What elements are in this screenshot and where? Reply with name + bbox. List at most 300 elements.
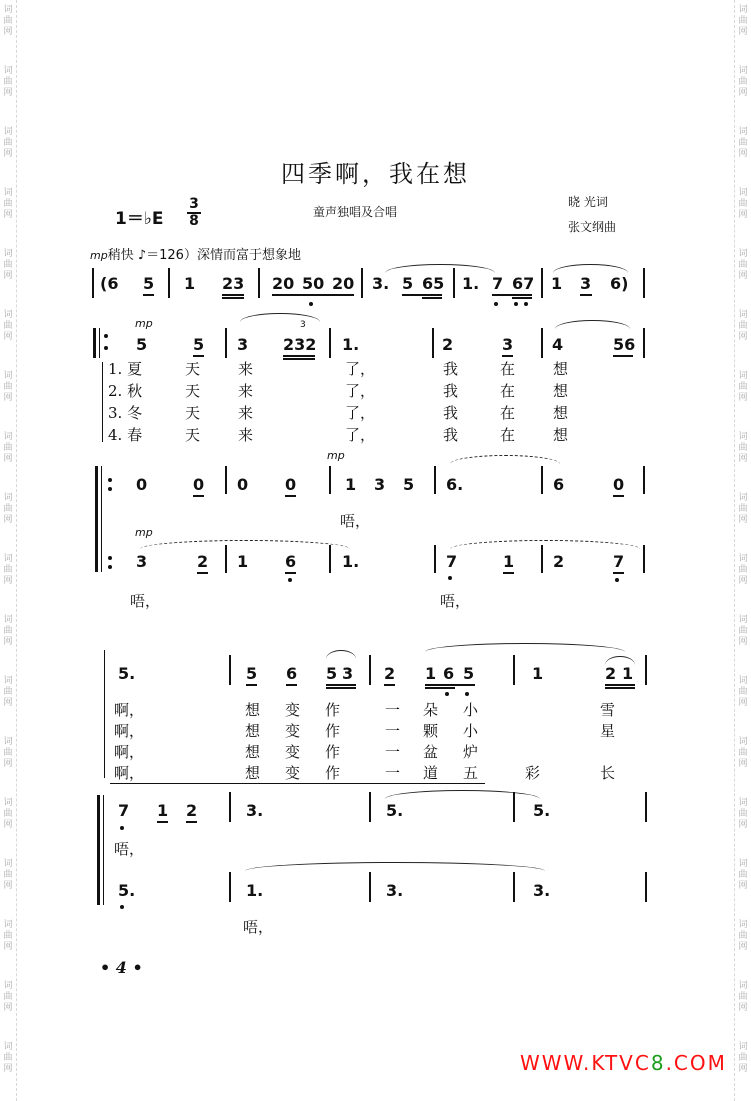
intro-note: 65 bbox=[422, 274, 445, 293]
melody-note: 5. bbox=[118, 664, 136, 683]
verse-word: 炉 bbox=[463, 743, 479, 761]
underline bbox=[613, 495, 624, 497]
chorus-note: 0 bbox=[193, 475, 205, 494]
verse-word: 想 bbox=[553, 404, 569, 422]
watermark-char: 曲 bbox=[3, 443, 13, 453]
chorus-note: 6 bbox=[553, 475, 565, 494]
intro-note: 1 bbox=[551, 274, 563, 293]
repeat-dot bbox=[104, 346, 108, 350]
intro-note: 20 bbox=[272, 274, 295, 293]
intro-note: (6 bbox=[100, 274, 119, 293]
barline bbox=[513, 792, 515, 822]
verse-word: 来 bbox=[238, 382, 254, 400]
verse-word: 来 bbox=[238, 426, 254, 444]
verse-word: 我 bbox=[443, 404, 459, 422]
chorus-note: 1 bbox=[345, 475, 357, 494]
system-brace bbox=[95, 466, 98, 572]
verse-word: 来 bbox=[238, 360, 254, 378]
melody-note: 6 bbox=[443, 664, 455, 683]
watermark-char: 曲 bbox=[3, 565, 13, 575]
verse-word: 一 bbox=[385, 743, 401, 761]
chorus-note: 7 bbox=[446, 552, 458, 571]
underline bbox=[402, 294, 442, 296]
barline bbox=[229, 792, 231, 822]
watermark-char: 网 bbox=[3, 942, 13, 952]
low-dot bbox=[120, 905, 124, 909]
watermark-char: 曲 bbox=[3, 260, 13, 270]
intro-note: 1 bbox=[184, 274, 196, 293]
watermark-char: 曲 bbox=[738, 931, 748, 941]
slur bbox=[450, 455, 560, 464]
barline bbox=[541, 466, 543, 494]
intro-note: 23 bbox=[222, 274, 245, 293]
barline bbox=[643, 466, 645, 494]
watermark-char: 词 bbox=[738, 188, 748, 198]
watermark-char: 词 bbox=[3, 798, 13, 808]
watermark-char: 网 bbox=[738, 759, 748, 769]
time-signature bbox=[187, 197, 201, 229]
watermark-char: 网 bbox=[738, 515, 748, 525]
verse-word: 颗 bbox=[423, 722, 439, 740]
barline bbox=[513, 872, 515, 902]
intro-note: 6) bbox=[610, 274, 629, 293]
tempo-marking bbox=[90, 244, 301, 263]
verse-word: 星 bbox=[600, 722, 616, 740]
verse-word: 一 bbox=[385, 722, 401, 740]
slur bbox=[245, 862, 545, 871]
triplet-mark: 3 bbox=[300, 320, 306, 330]
underline bbox=[613, 572, 624, 574]
verse-word: 想 bbox=[553, 382, 569, 400]
barline bbox=[225, 328, 227, 358]
watermark-char: 网 bbox=[3, 88, 13, 98]
melody-note: 5 bbox=[463, 664, 475, 683]
dynamic-mark: mp bbox=[135, 526, 153, 539]
watermark-char: 网 bbox=[3, 1064, 13, 1074]
underline bbox=[512, 297, 532, 299]
watermark-char: 网 bbox=[738, 698, 748, 708]
chorus-note: 6 bbox=[285, 552, 297, 571]
barline bbox=[229, 872, 231, 902]
time-denominator: 8 bbox=[189, 213, 199, 229]
watermark-char: 网 bbox=[3, 759, 13, 769]
underline bbox=[613, 355, 633, 357]
watermark-char: 曲 bbox=[738, 870, 748, 880]
watermark-char: 曲 bbox=[3, 199, 13, 209]
underline bbox=[502, 355, 513, 357]
barline bbox=[541, 268, 543, 298]
watermark-char: 网 bbox=[3, 576, 13, 586]
watermark-char: 网 bbox=[738, 454, 748, 464]
melody-note: 2 bbox=[605, 664, 617, 683]
verse-word: 在 bbox=[500, 360, 516, 378]
watermark-char: 曲 bbox=[3, 931, 13, 941]
verse-word: 雪 bbox=[600, 701, 616, 719]
repeat-dot bbox=[108, 478, 112, 482]
watermark-char: 词 bbox=[738, 493, 748, 503]
watermark-char: 词 bbox=[738, 615, 748, 625]
watermark-char: 词 bbox=[3, 981, 13, 991]
barline bbox=[258, 268, 260, 298]
verse-word: 小 bbox=[463, 701, 479, 719]
watermark-char: 曲 bbox=[738, 138, 748, 148]
melody-note: 5 bbox=[246, 664, 258, 683]
watermark-char: 网 bbox=[3, 1003, 13, 1013]
barline bbox=[643, 545, 645, 573]
verse-word: 想 bbox=[245, 722, 261, 740]
melody-note: 1 bbox=[622, 664, 634, 683]
watermark-char: 曲 bbox=[738, 626, 748, 636]
watermark-char: 网 bbox=[3, 454, 13, 464]
intro-note: 3. bbox=[372, 274, 390, 293]
watermark-char: 网 bbox=[738, 149, 748, 159]
barline bbox=[369, 655, 371, 685]
dynamic-mark: mp bbox=[327, 449, 345, 462]
watermark-char: 词 bbox=[738, 676, 748, 686]
low-dot bbox=[445, 692, 449, 696]
repeat-dot bbox=[108, 487, 112, 491]
barline bbox=[645, 872, 647, 902]
chorus-lyric: 唔， bbox=[440, 592, 471, 610]
chorus-note: 5. bbox=[533, 801, 551, 820]
intro-note: 1. bbox=[462, 274, 480, 293]
barline bbox=[434, 545, 436, 573]
intro-note: 5 bbox=[402, 274, 414, 293]
verse-word: 作 bbox=[325, 722, 341, 740]
verse-bracket bbox=[104, 650, 105, 778]
watermark-char: 曲 bbox=[738, 321, 748, 331]
underline bbox=[143, 294, 154, 296]
verse-word: 了， bbox=[345, 404, 376, 422]
underline bbox=[503, 572, 514, 574]
watermark-char: 曲 bbox=[738, 77, 748, 87]
watermark-char: 曲 bbox=[3, 809, 13, 819]
watermark-char: 网 bbox=[3, 881, 13, 891]
site-watermark-part: WWW.KTVC bbox=[520, 1051, 651, 1075]
watermark-char: 网 bbox=[738, 1064, 748, 1074]
underline bbox=[605, 687, 635, 689]
watermark-char: 网 bbox=[738, 942, 748, 952]
watermark-char: 曲 bbox=[738, 687, 748, 697]
slur bbox=[240, 313, 320, 322]
page-number: • 4 • bbox=[100, 958, 143, 977]
melody-note: 5 bbox=[193, 335, 205, 354]
barline bbox=[513, 655, 515, 685]
verse-word: 变 bbox=[285, 764, 301, 782]
verse-word: 天 bbox=[185, 360, 201, 378]
verse-word: 盆 bbox=[423, 743, 439, 761]
barline bbox=[434, 466, 436, 494]
chorus-note: 0 bbox=[613, 475, 625, 494]
verse-word: 作 bbox=[325, 743, 341, 761]
chorus-lyric: 唔， bbox=[130, 592, 161, 610]
watermark-char: 词 bbox=[3, 920, 13, 930]
verse-word: 啊， bbox=[114, 743, 145, 761]
chorus-note: 2 bbox=[197, 552, 209, 571]
lyricist-credit: 晓 光词 bbox=[568, 195, 608, 209]
watermark-char: 词 bbox=[3, 249, 13, 259]
verse-word: 在 bbox=[500, 426, 516, 444]
repeat-barline bbox=[93, 328, 96, 358]
barline bbox=[369, 792, 371, 822]
verse-word: 想 bbox=[245, 743, 261, 761]
underline bbox=[222, 297, 244, 299]
verse-word: 1. 夏 bbox=[108, 360, 143, 378]
watermark-char: 词 bbox=[3, 676, 13, 686]
underline bbox=[193, 495, 204, 497]
underline bbox=[272, 294, 354, 296]
repeat-barline bbox=[99, 328, 100, 358]
verse-word: 了， bbox=[345, 382, 376, 400]
low-dot bbox=[465, 692, 469, 696]
melody-note: 1 bbox=[425, 664, 437, 683]
site-watermark-part: 8 bbox=[650, 1051, 666, 1075]
chorus-note: 0 bbox=[237, 475, 249, 494]
intro-note: 20 bbox=[332, 274, 355, 293]
watermark-char: 词 bbox=[3, 371, 13, 381]
tempo-text: 稍快 ♪＝126）深情而富于想象地 bbox=[107, 248, 301, 263]
watermark-char: 词 bbox=[738, 127, 748, 137]
chorus-note: 0 bbox=[285, 475, 297, 494]
watermark-char: 词 bbox=[3, 615, 13, 625]
slur bbox=[140, 540, 350, 549]
barline bbox=[541, 545, 543, 573]
watermark-char: 曲 bbox=[738, 16, 748, 26]
watermark-char: 词 bbox=[738, 249, 748, 259]
underline bbox=[286, 684, 297, 686]
verse-word: 作 bbox=[325, 764, 341, 782]
watermark-char: 网 bbox=[3, 27, 13, 37]
underline bbox=[157, 821, 168, 823]
chorus-note: 3 bbox=[136, 552, 148, 571]
slur bbox=[553, 264, 628, 273]
slur bbox=[326, 650, 356, 659]
chorus-note: 2 bbox=[186, 801, 198, 820]
watermark-char: 曲 bbox=[3, 748, 13, 758]
site-watermark-part: .COM bbox=[665, 1051, 727, 1075]
verse-word: 想 bbox=[553, 360, 569, 378]
chorus-note: 1 bbox=[503, 552, 515, 571]
performance-type: 童声独唱及合唱 bbox=[313, 205, 398, 219]
watermark-char: 网 bbox=[738, 820, 748, 830]
melody-note: 3 bbox=[237, 335, 249, 354]
low-dot bbox=[524, 302, 528, 306]
chorus-note: 3. bbox=[533, 881, 551, 900]
verse-word: 朵 bbox=[423, 701, 439, 719]
verse-word: 啊， bbox=[114, 764, 145, 782]
underline bbox=[283, 355, 315, 357]
barline bbox=[453, 268, 455, 298]
chorus-note: 2 bbox=[553, 552, 565, 571]
underline bbox=[193, 355, 204, 357]
watermark-char: 词 bbox=[3, 127, 13, 137]
chorus-note: 7 bbox=[118, 801, 130, 820]
verse-word: 变 bbox=[285, 722, 301, 740]
watermark-char: 网 bbox=[738, 27, 748, 37]
watermark-char: 曲 bbox=[738, 199, 748, 209]
intro-note: 5 bbox=[143, 274, 155, 293]
underline bbox=[285, 495, 296, 497]
barline bbox=[643, 328, 645, 358]
barline bbox=[225, 466, 227, 494]
melody-note: 2 bbox=[384, 664, 396, 683]
chorus-note: 5. bbox=[118, 881, 136, 900]
verse-word: 想 bbox=[245, 764, 261, 782]
repeat-dot bbox=[108, 556, 112, 560]
watermark-char: 词 bbox=[3, 554, 13, 564]
barline bbox=[361, 268, 363, 298]
watermark-char: 网 bbox=[3, 820, 13, 830]
repeat-dot bbox=[104, 334, 108, 338]
watermark-char: 曲 bbox=[738, 992, 748, 1002]
composer-credit: 张文纲曲 bbox=[568, 220, 617, 234]
watermark-char: 曲 bbox=[3, 77, 13, 87]
watermark-char: 曲 bbox=[3, 626, 13, 636]
underline bbox=[186, 821, 197, 823]
watermark-char: 曲 bbox=[3, 382, 13, 392]
verse-word: 2. 秋 bbox=[108, 382, 143, 400]
slur bbox=[425, 643, 625, 652]
underline bbox=[283, 358, 315, 360]
watermark-char: 词 bbox=[738, 737, 748, 747]
site-watermark bbox=[520, 1051, 727, 1075]
watermark-char: 词 bbox=[3, 859, 13, 869]
chorus-note: 0 bbox=[136, 475, 148, 494]
watermark-char: 词 bbox=[3, 432, 13, 442]
underline bbox=[605, 684, 635, 686]
verse-bracket bbox=[102, 362, 103, 442]
watermark-char: 曲 bbox=[3, 1053, 13, 1063]
watermark-char: 曲 bbox=[738, 565, 748, 575]
verse-word: 五 bbox=[463, 764, 479, 782]
watermark-char: 曲 bbox=[738, 748, 748, 758]
song-title: 四季啊，我在想 bbox=[281, 160, 470, 188]
slur bbox=[555, 320, 630, 329]
melody-note: 56 bbox=[613, 335, 636, 354]
melody-note: 4 bbox=[552, 335, 564, 354]
barline bbox=[369, 872, 371, 902]
verse-word: 了， bbox=[345, 426, 376, 444]
barline bbox=[168, 268, 170, 298]
low-dot bbox=[448, 576, 452, 580]
verse-word: 我 bbox=[443, 360, 459, 378]
barline bbox=[329, 328, 331, 358]
system-brace bbox=[103, 795, 104, 905]
intro-note: 50 bbox=[302, 274, 325, 293]
watermark-char: 词 bbox=[738, 310, 748, 320]
chorus-note: 6. bbox=[446, 475, 464, 494]
underline bbox=[580, 294, 592, 296]
watermark-char: 曲 bbox=[3, 870, 13, 880]
underline bbox=[425, 687, 455, 689]
chorus-note: 5 bbox=[403, 475, 415, 494]
watermark-char: 网 bbox=[738, 637, 748, 647]
melody-note: 5 bbox=[326, 664, 338, 683]
watermark-char: 词 bbox=[738, 981, 748, 991]
barline bbox=[329, 466, 331, 494]
dynamic-mark: mp bbox=[135, 317, 153, 330]
barline bbox=[329, 545, 331, 573]
verse-word: 在 bbox=[500, 382, 516, 400]
underline bbox=[246, 684, 257, 686]
verse-word: 彩 bbox=[525, 764, 541, 782]
watermark-char: 曲 bbox=[738, 504, 748, 514]
watermark-char: 网 bbox=[738, 576, 748, 586]
chorus-note: 1 bbox=[237, 552, 249, 571]
watermark-char: 词 bbox=[738, 5, 748, 15]
underline bbox=[422, 297, 442, 299]
underline bbox=[285, 572, 296, 574]
slur bbox=[385, 790, 540, 799]
intro-note: 67 bbox=[512, 274, 535, 293]
verse-word: 小 bbox=[463, 722, 479, 740]
watermark-char: 词 bbox=[3, 5, 13, 15]
watermark-char: 曲 bbox=[3, 138, 13, 148]
verse-word: 天 bbox=[185, 382, 201, 400]
watermark-char: 词 bbox=[738, 554, 748, 564]
barline bbox=[541, 328, 543, 358]
barline bbox=[229, 655, 231, 685]
barline bbox=[225, 545, 227, 573]
watermark-char: 词 bbox=[3, 310, 13, 320]
watermark-char: 曲 bbox=[3, 16, 13, 26]
watermark-char: 网 bbox=[3, 210, 13, 220]
watermark-char: 曲 bbox=[738, 382, 748, 392]
low-dot bbox=[309, 302, 313, 306]
verse-word: 啊， bbox=[114, 701, 145, 719]
verse-word: 一 bbox=[385, 701, 401, 719]
underline bbox=[425, 684, 475, 686]
watermark-char: 曲 bbox=[738, 443, 748, 453]
intro-note: 7 bbox=[492, 274, 504, 293]
verse-word: 想 bbox=[245, 701, 261, 719]
underline bbox=[384, 684, 395, 686]
verse-word: 啊， bbox=[114, 722, 145, 740]
barline bbox=[645, 792, 647, 822]
tempo-dynamic: mp bbox=[90, 249, 108, 262]
watermark-char: 词 bbox=[738, 432, 748, 442]
melody-note: 6 bbox=[286, 664, 298, 683]
watermark-char: 词 bbox=[738, 798, 748, 808]
low-dot bbox=[514, 302, 518, 306]
chorus-note: 1. bbox=[342, 552, 360, 571]
low-dot bbox=[288, 578, 292, 582]
lyric-rule bbox=[110, 783, 485, 784]
verse-word: 一 bbox=[385, 764, 401, 782]
watermark-char: 曲 bbox=[738, 1053, 748, 1063]
watermark-char: 词 bbox=[3, 66, 13, 76]
verse-word: 了， bbox=[345, 360, 376, 378]
verse-word: 变 bbox=[285, 743, 301, 761]
watermark-char: 曲 bbox=[3, 687, 13, 697]
watermark-char: 网 bbox=[3, 393, 13, 403]
watermark-char: 网 bbox=[3, 332, 13, 342]
system-brace bbox=[97, 795, 100, 905]
underline bbox=[197, 572, 208, 574]
underline bbox=[326, 684, 356, 686]
verse-word: 想 bbox=[553, 426, 569, 444]
verse-word: 道 bbox=[423, 764, 439, 782]
watermark-char: 网 bbox=[738, 881, 748, 891]
system-brace bbox=[101, 466, 102, 572]
melody-note: 232 bbox=[283, 335, 317, 354]
watermark-char: 网 bbox=[738, 332, 748, 342]
chorus-note: 3. bbox=[386, 881, 404, 900]
chorus-note: 3 bbox=[374, 475, 386, 494]
watermark-char: 网 bbox=[738, 1003, 748, 1013]
barline bbox=[432, 328, 434, 358]
watermark-char: 网 bbox=[738, 210, 748, 220]
